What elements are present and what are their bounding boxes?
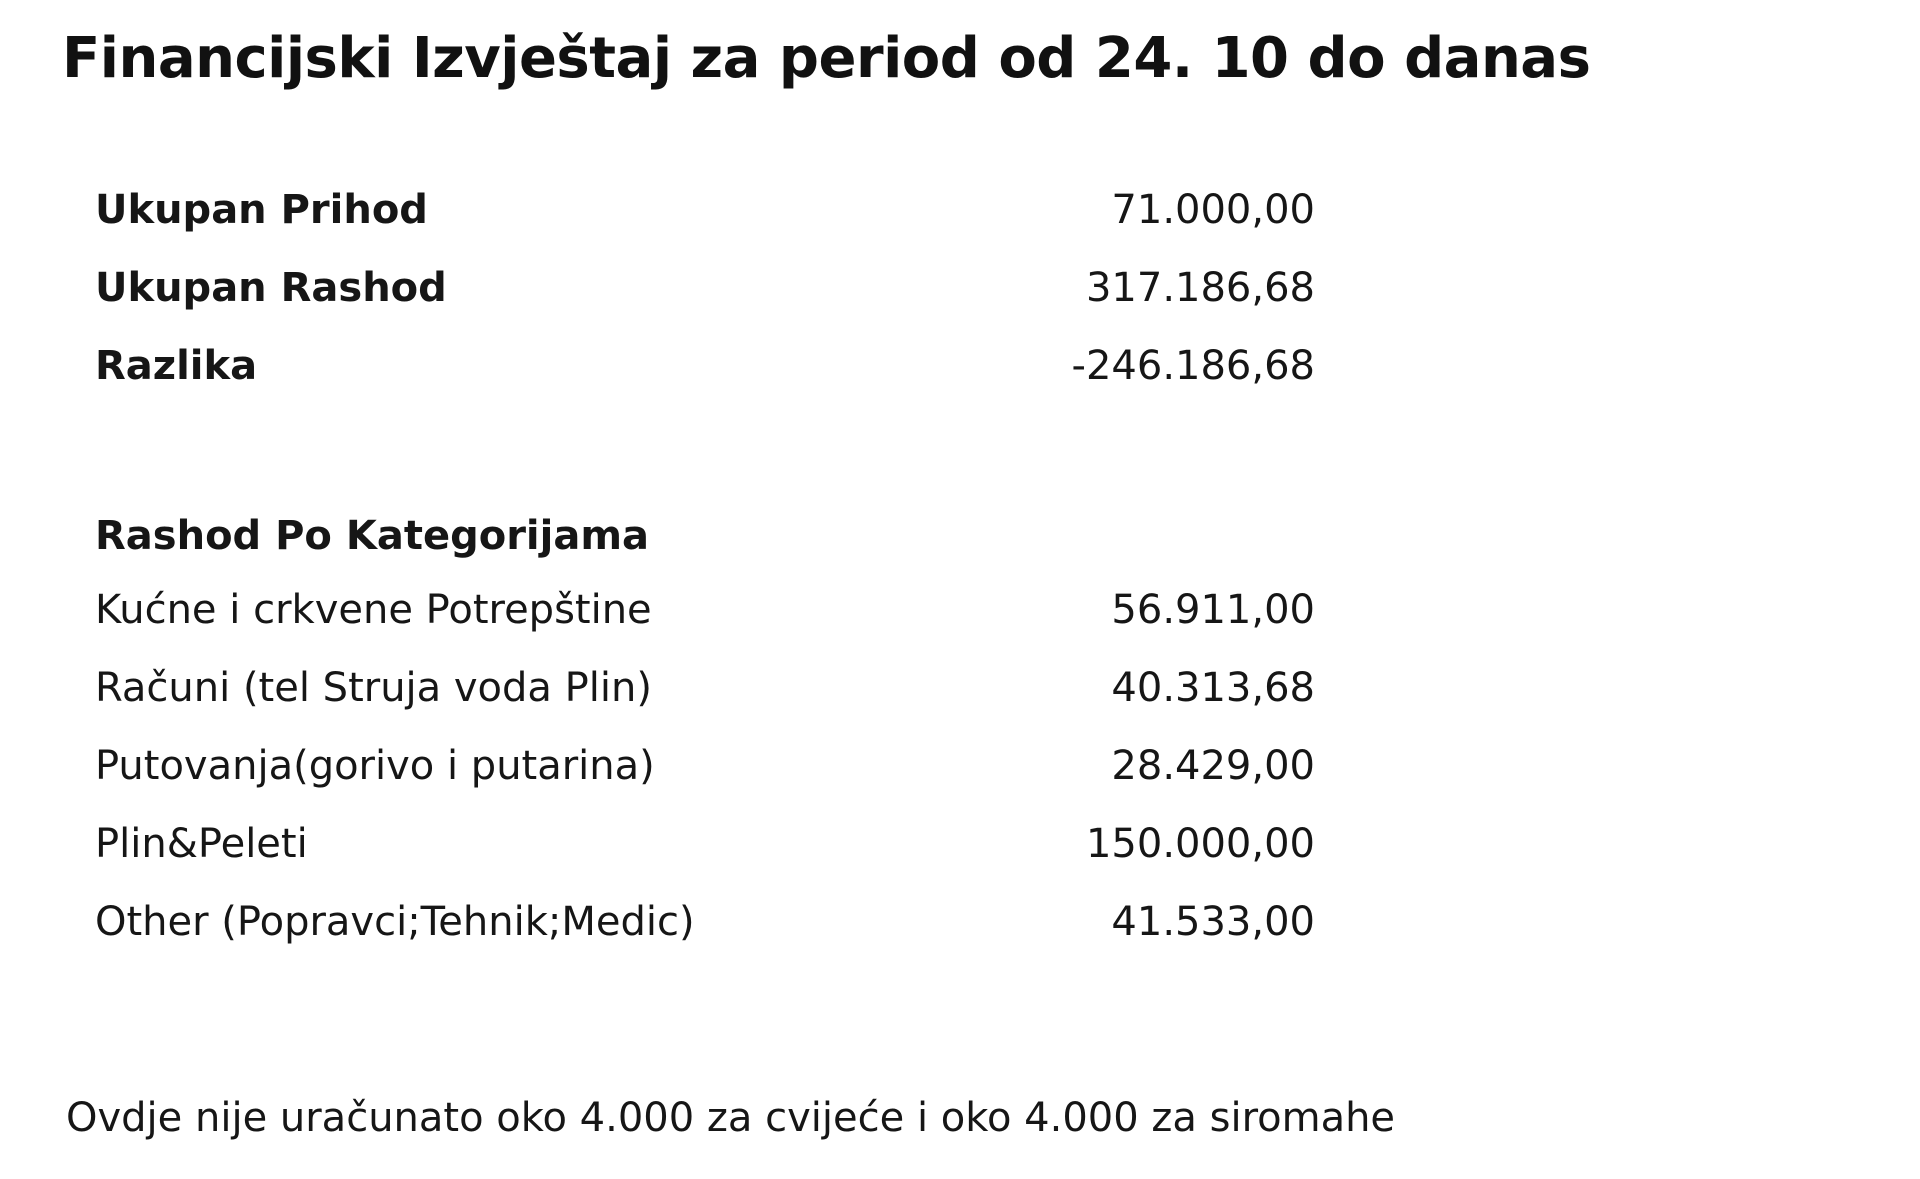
category-row bbox=[95, 821, 1335, 902]
summary-row-total-income bbox=[95, 187, 1335, 268]
summary-row-difference bbox=[95, 343, 1335, 424]
category-row bbox=[95, 665, 1335, 746]
summary-value-difference: -246.186,68 bbox=[1071, 343, 1315, 389]
category-label-travel: Putovanja(gorivo i putarina) bbox=[95, 743, 655, 789]
category-label-other: Other (Popravci;Tehnik;Medic) bbox=[95, 899, 695, 945]
category-row bbox=[95, 899, 1335, 980]
summary-value-total-expense: 317.186,68 bbox=[1085, 265, 1315, 311]
summary-label-total-expense: Ukupan Rashod bbox=[95, 265, 447, 311]
category-label-gas-pellets: Plin&Peleti bbox=[95, 821, 308, 867]
footnote-text: Ovdje nije uračunato oko 4.000 za cvijeće i oko 4.000 za siromahe bbox=[66, 1095, 1396, 1141]
summary-label-total-income: Ukupan Prihod bbox=[95, 187, 428, 233]
category-label-bills: Računi (tel Struja voda Plin) bbox=[95, 665, 652, 711]
category-value-bills: 40.313,68 bbox=[1111, 665, 1315, 711]
categories-heading: Rashod Po Kategorijama bbox=[95, 513, 650, 559]
summary-row-total-expense bbox=[95, 265, 1335, 346]
page-title: Financijski Izvještaj za period od 24. 10 do danas bbox=[62, 26, 1591, 91]
summary-value-total-income: 71.000,00 bbox=[1111, 187, 1315, 233]
summary-section bbox=[95, 187, 1335, 424]
category-value-travel: 28.429,00 bbox=[1111, 743, 1315, 789]
category-value-gas-pellets: 150.000,00 bbox=[1085, 821, 1315, 867]
category-value-household: 56.911,00 bbox=[1111, 587, 1315, 633]
categories-section bbox=[95, 587, 1335, 980]
category-row bbox=[95, 743, 1335, 824]
category-label-household: Kućne i crkvene Potrepštine bbox=[95, 587, 652, 633]
summary-label-difference: Razlika bbox=[95, 343, 258, 389]
category-row bbox=[95, 587, 1335, 668]
category-value-other: 41.533,00 bbox=[1111, 899, 1315, 945]
